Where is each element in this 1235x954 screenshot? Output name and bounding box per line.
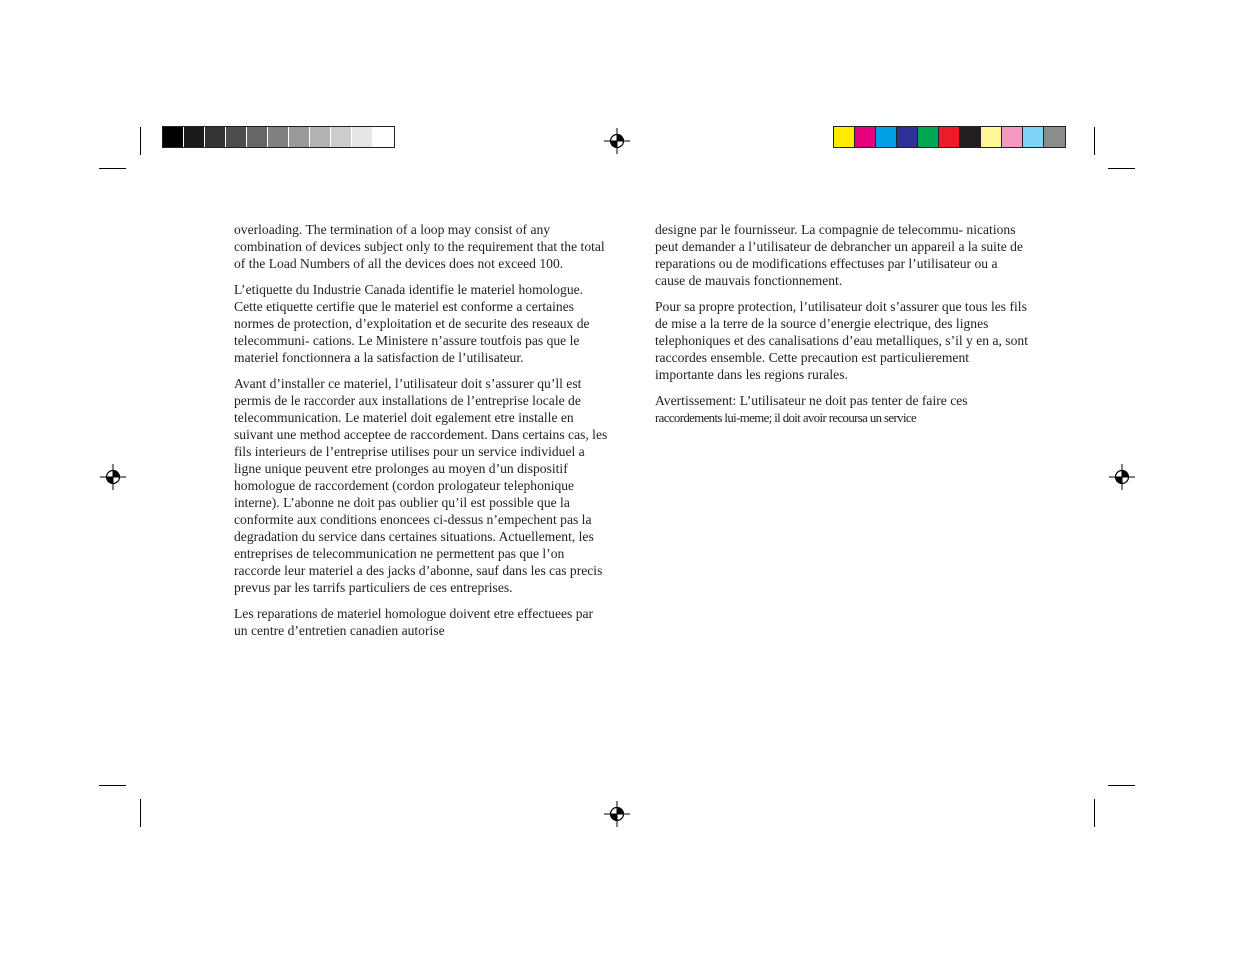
registration-target-icon [604, 801, 630, 827]
crop-mark-bottom-left-v [140, 799, 141, 827]
gray-ramp-swatch [268, 127, 289, 147]
color-bar-swatch [939, 127, 960, 147]
paragraph: L’etiquette du Industrie Canada identifie le materiel homologue. Cette etiquette certifie que le materiel est conforme a certaines normes de protection, d’exploitation et de securite des reseaux de telecommuni- cations. Le Ministere n’assure toutfois pas que le materiel fonctionnera a la satisfaction de l’utilisateur. [234, 282, 590, 365]
color-bar-swatch [1023, 127, 1044, 147]
gray-ramp-swatch [226, 127, 247, 147]
paragraph: overloading. The termination of a loop may consist of any combination of devices subject only to the requirement that the total of the Load Numbers of all the devices does not exceed 100. [234, 222, 605, 271]
color-bar-swatch [1044, 127, 1065, 147]
color-bar-swatch [1002, 127, 1023, 147]
crop-mark-bottom-right-v [1094, 799, 1095, 827]
crop-mark-top-left-v [140, 127, 141, 155]
paragraph: designe par le fournisseur. La compagnie de telecommu- nications peut demander a l’utilisateur de debrancher un appareil a la suite de reparations ou de modifications effectuses par l’utilisateur ou a cause de mauvais fonctionnement. [655, 222, 1024, 288]
color-bar-strip [833, 126, 1066, 148]
color-bar-swatch [834, 127, 855, 147]
warning-line-1: Avertissement: L’utilisateur ne doit pas tenter de faire ces [655, 393, 968, 408]
gray-ramp-swatch [352, 127, 373, 147]
crop-mark-top-right-v [1094, 127, 1095, 155]
color-bar-swatch [855, 127, 876, 147]
paragraph: Avant d’installer ce materiel, l’utilisateur doit s’assurer qu’ll est permis de le raccorder aux installations de l’entreprise locale de telecommunication. Le materiel doit egalement etre installe en suivant une method acceptee de raccordement. Dans certains cas, les fils interieurs de l’entreprise utilises pour un service individuel a ligne unique peuvent etre prolonges au moyen d’un dispositif homologue de raccordement (cordon prologateur telephonique interne). L’abonne ne doit pas oublier qu’il est possible que la conformite aux conditions enoncees ci-dessus n’empechent pas la degradation du service dans certaines situations. Actuellement, les entreprises de telecommunication ne permettent pas que l’on raccorde leur materiel a des jacks d’abonne, sauf dans les cas precis prevus par les tarrifs particuliers de ces entreprises. [234, 376, 608, 595]
color-bar-swatch [918, 127, 939, 147]
gray-ramp-swatch [205, 127, 226, 147]
gray-ramp-swatch [289, 127, 310, 147]
registration-target-icon [604, 128, 630, 154]
gray-ramp-swatch [184, 127, 205, 147]
paragraph: Pour sa propre protection, l’utilisateur doit s’assurer que tous les fils de mise a la terre de la source d’energie electrique, des lignes telephoniques et des canalisations d’eau metalliques, s’il y en a, sont raccordes ensemble. Cette precaution est particulierement importante dans les regions rurales. [655, 299, 1028, 382]
right-text-column [655, 221, 1029, 427]
paragraph: Les reparations de materiel homologue doivent etre effectuees par un centre d’entretien canadien autorise [234, 606, 594, 638]
gray-ramp-swatch [373, 127, 394, 147]
crop-mark-bottom-right-h [1108, 785, 1135, 786]
crop-mark-bottom-left-h [99, 785, 126, 786]
gray-ramp-strip [162, 126, 395, 148]
registration-target-icon [1109, 464, 1135, 490]
color-bar-swatch [897, 127, 918, 147]
warning-line-2: raccordements lui-meme; il doit avoir recoursa un service [655, 411, 917, 425]
gray-ramp-swatch [310, 127, 331, 147]
crop-mark-top-left-h [99, 168, 126, 169]
registration-target-icon [100, 464, 126, 490]
crop-mark-top-right-h [1108, 168, 1135, 169]
color-bar-swatch [981, 127, 1002, 147]
gray-ramp-swatch [163, 127, 184, 147]
gray-ramp-swatch [247, 127, 268, 147]
gray-ramp-swatch [331, 127, 352, 147]
left-text-column [234, 221, 608, 648]
color-bar-swatch [960, 127, 981, 147]
warning-paragraph [655, 392, 1029, 427]
color-bar-swatch [876, 127, 897, 147]
